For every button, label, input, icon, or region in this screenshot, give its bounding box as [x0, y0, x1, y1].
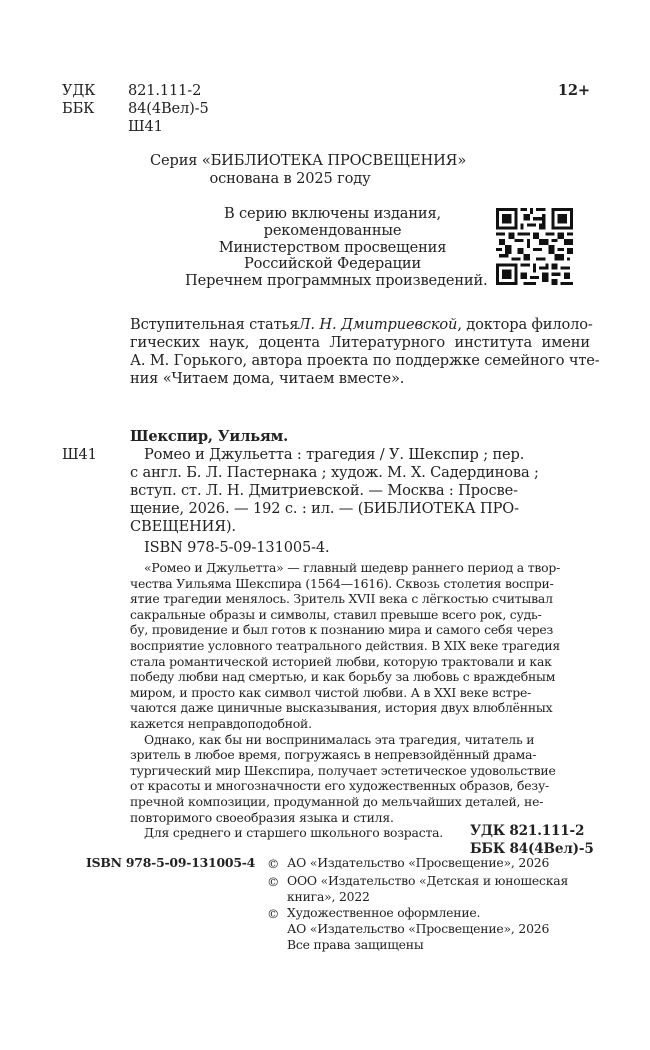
- intro-prefix: Вступительная статья: [130, 316, 299, 333]
- annotation-line: бу, провидение и был готов к познанию мира и самого себя через: [130, 622, 554, 638]
- copyright-icon: ©: [267, 856, 280, 871]
- annotation-line: кажется неправдоподобной.: [130, 715, 312, 731]
- intro-word: института: [454, 334, 533, 351]
- annotation-line: тургический мир Шекспира, получает эстетическое удовольствие: [130, 762, 556, 778]
- copyright-entry: [267, 855, 597, 873]
- intro-word: Литературного: [329, 334, 446, 351]
- author-mark-row: [62, 118, 209, 136]
- footer-isbn: ISBN 978-5-09-131005-4: [86, 855, 256, 870]
- classification-block: [62, 82, 209, 136]
- bottom-udk: УДК 821.111-2: [470, 823, 585, 839]
- intro-word: гических: [130, 334, 200, 351]
- annotation-line: «Ромео и Джульетта» — главный шедевр раннего период а твор-: [144, 560, 561, 575]
- intro-line: ния «Читаем дома, читаем вместе».: [130, 370, 405, 387]
- bottom-classification: [470, 822, 594, 858]
- bbk-row: [62, 100, 209, 118]
- isbn-main: ISBN 978-5-09-131005-4.: [144, 539, 330, 556]
- intro-line: [130, 334, 590, 352]
- annotation-line: повторимого своеобразия языка и стиля.: [130, 809, 394, 825]
- rights-reserved: Все права защищены: [287, 937, 424, 952]
- annotation-line: сакральные образы и символы, ставил превыше всего рок, судь-: [130, 606, 542, 622]
- recommendation-line: Перечнем программных произведений.: [185, 272, 488, 290]
- recommendation-line: Министерством просвещения: [218, 238, 447, 256]
- series-founded: основана в 2025 году: [209, 170, 371, 187]
- bbk-value: 84(4Вел)-5: [128, 100, 209, 117]
- udk-row: [62, 82, 209, 100]
- biblio-line: с англ. Б. Л. Пастернака ; худож. М. Х. Садердинова ;: [130, 464, 539, 481]
- bibliographic-record: [130, 446, 590, 536]
- biblio-line: щение, 2026. — 192 с. : ил. — (БИБЛИОТЕКА ПРО-: [130, 500, 519, 517]
- annotation-line: зритель в любое время, погружаясь в непревзойдённый драма-: [130, 747, 537, 763]
- copyright-line: книга», 2022: [287, 889, 370, 904]
- udk-value: 821.111-2: [128, 82, 202, 99]
- recommendation-line: Российской Федерации: [243, 255, 422, 273]
- annotation-line: чества Уильяма Шекспира (1564—1616). Сквозь столетия воспри-: [130, 575, 554, 591]
- annotation-line: стала романтической историей любви, которую трактовали и как: [130, 653, 552, 669]
- annotation-line: восприятие условного театрального действия. В XIX веке трагедия: [130, 637, 561, 653]
- annotation-line: миром, и просто как символ чистой любви. А в XXI веке встре-: [130, 684, 532, 700]
- copyright-line: Художественное оформление.: [287, 905, 481, 920]
- annotation-line: от красоты и многозначности его художественных образов, безу-: [130, 778, 550, 794]
- copyright-block: [267, 855, 597, 953]
- udk-label: УДК: [62, 82, 96, 99]
- annotation-line: пречной композиции, продуманной до мельчайших деталей, не-: [130, 793, 544, 809]
- recommendation-line: В серию включены издания,: [223, 205, 442, 222]
- biblio-author-heading: Шекспир, Уильям.: [130, 428, 289, 445]
- biblio-line: Ромео и Джульетта : трагедия / У. Шекспир ; пер.: [144, 446, 525, 463]
- bbk-label: ББК: [62, 100, 95, 117]
- annotation-line: чаются даже циничные высказывания, история двух влюблённых: [130, 700, 553, 716]
- series-title: Серия «БИБЛИОТЕКА ПРОСВЕЩЕНИЯ»: [150, 152, 467, 169]
- copyright-entry: [267, 873, 597, 905]
- audience-note: Для среднего и старшего школьного возраста.: [144, 825, 444, 841]
- copyright-entry: [267, 905, 597, 953]
- bottom-bbk: ББК 84(4Вел)-5: [470, 841, 594, 857]
- copyright-line: АО «Издательство «Просвещение», 2026: [287, 855, 550, 870]
- biblio-line: вступ. ст. Л. Н. Дмитриевской. — Москва : Просве-: [130, 482, 518, 499]
- intro-word: имени: [541, 334, 590, 351]
- intro-suffix: , доктора филоло-: [457, 316, 593, 333]
- intro-word: наук,: [209, 334, 250, 351]
- annotation: [130, 560, 590, 841]
- biblio-line: СВЕЩЕНИЯ).: [130, 518, 236, 535]
- series-block: [150, 152, 467, 188]
- recommendation-line: рекомендованные: [263, 221, 402, 239]
- intro-line: А. М. Горького, автора проекта по поддержке семейного чте-: [130, 352, 600, 369]
- intro-line: [130, 316, 593, 334]
- intro-paragraph: [130, 316, 600, 388]
- copyright-icon: ©: [267, 906, 280, 921]
- recommendation-block: [185, 205, 488, 290]
- annotation-line: победу любви над смертью, и как борьбу за любовь с враждебным: [130, 669, 556, 685]
- biblio-author-mark: Ш41: [62, 446, 97, 463]
- copyright-line: АО «Издательство «Просвещение», 2026: [287, 921, 550, 936]
- copyright-icon: ©: [267, 874, 280, 889]
- author-mark: Ш41: [128, 118, 163, 135]
- annotation-line: ятие трагедии менялось. Зритель XVII века с лёгкостью считывал: [130, 591, 553, 607]
- intro-author-name: Л. Н. Дмитриевской: [298, 316, 458, 333]
- intro-word: доцента: [258, 334, 320, 351]
- age-rating: 12+: [557, 82, 590, 99]
- copyright-line: ООО «Издательство «Детская и юношеская: [287, 873, 569, 888]
- qr-code-icon[interactable]: [496, 208, 573, 285]
- annotation-line: Однако, как бы ни воспринималась эта трагедия, читатель и: [144, 731, 535, 747]
